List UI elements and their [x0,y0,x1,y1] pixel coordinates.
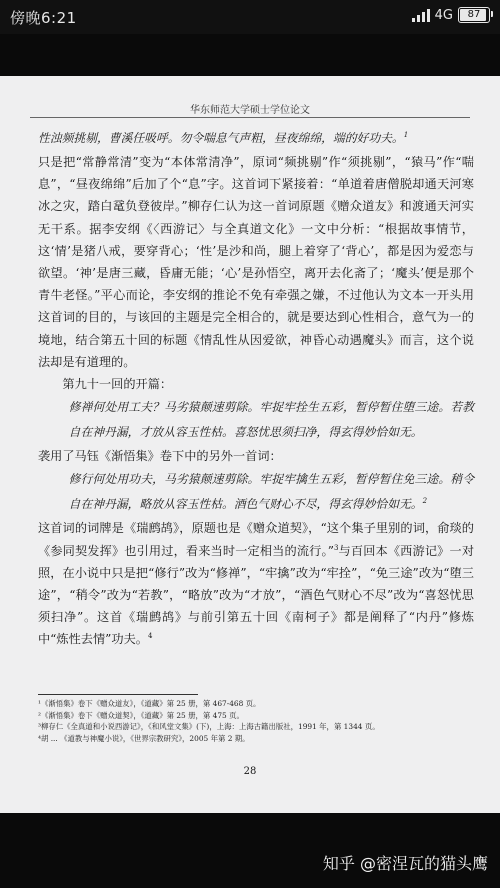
document-body [38,126,474,651]
paragraph-closing: 这首词的词牌是《瑞鹧鸪》，原题也是《赠众道契》，“这个集子里别的词，俞琰的《参同契发挥》也引用过，看来当时一定相当的流行。”$^3$与百回本《西游记》一对照，在小说中只是把“修行”改为“修禅”，“牢擒”改为“牢拴”，“免三途”改为“堕三途”，“稍令”改为“若教”，“略放”改为“才放”，“酒色气财心不尽”改为“喜怒忧思须扫净”。这首《瑞鹧鸪》与前引第五十回《南柯子》都是阐释了“内丹”修炼中“炼性去情”功夫。$^4$ [38,521,475,647]
header-divider [30,117,470,118]
paragraph-analysis: 只是把“常静常清”变为“本体常清净”，原词“频挑剔”作“须挑剔”，“猿马”作“喘息”，“昼夜绵绵”后加了个“息”字。这首词下紧接着：“单道着唐僧脱却通天河寒冰之灾，踏白鼋负登彼岸。”柳存仁认为这一首词原题《赠众道友》和渡通天河实无干系。据李安纲《〈西游记〉与全真道文化》一文中分析：“根据故事情节，这‘情’是猪八戒，要穿背心；‘性’是沙和尚，腿上着穿了‘背心’，都是因为爱恋与欲望。‘神’是唐三藏，昏庸无能；‘心’是孙悟空，离开去化斋了；‘魔头’便是那个青牛老怪。”平心而论，李安纲的推论不免有牵强之嫌，不过他认为文本一开头用这首词的目的，与该回的主题是完全相合的，就是要达到心性相合，意气为一的境地，结合第五十回的标题《情乱性从因爱欲，神昏心动遇魔头》而言，这个说法却是有道理的。 [38,155,474,369]
section-intro-91: 第九十一回的开篇： [62,377,173,392]
status-bar [0,0,500,34]
footnote-3: ³柳存仁《全真道和小说西游记》，《和风堂文集》(下)，上海：上海古籍出版社，1991 年，第 1344 页。 [38,722,380,731]
network-type: 4G [434,7,453,23]
footnote-2: ²《渐悟集》卷下《赠众道契》，《道藏》第 25 册，第 475 页。 [38,710,244,720]
page-header: 华东师范大学硕士学位论文 [190,105,310,116]
footnote-1: ¹《渐悟集》卷下《赠众道友》，《道藏》第 25 册，第 467-468 页。 [38,699,261,708]
section-intro-jianwu: 袭用了马钰《渐悟集》卷下中的另外一首词： [38,449,282,464]
continued-quote: 性浊频挑剔，曹溪任吸呼。勿令喘息气声粗，昼夜绵绵，端的好功夫。$^1$ [38,131,409,145]
footnote-4: ⁴胡 ... 《道教与神魔小说》，《世界宗教研究》，2005 年第 2 期。 [38,733,250,743]
status-indicators [412,7,490,23]
document-page [0,76,500,813]
footnotes [38,698,474,744]
zhihu-watermark: 知乎 @密涅瓦的猫头鹰 [322,854,488,873]
signal-icon [412,9,430,22]
status-time: 傍晚6:21 [10,9,77,27]
page-number: 28 [243,766,257,777]
battery-icon [458,7,490,23]
quote-chapter-91: 修禅何处用工夫？马劣猿颠速剪除。牢捉牢拴生五彩，暂停暂住堕三途。若教自在神丹漏，才放从容玉性枯。喜怒忧思须扫净，得玄得妙恰如无。 [68,400,474,440]
footnote-divider [38,694,198,695]
quote-jianwu: 修行何处用功夫，马劣猿颠速剪除。牢捉牢擒生五彩，暂停暂住免三途。稍令自在神丹漏，略放从容玉性枯。酒色气财心不尽，得玄得妙恰如无。$^2$ [68,472,474,512]
battery-level: 87 [467,9,481,20]
